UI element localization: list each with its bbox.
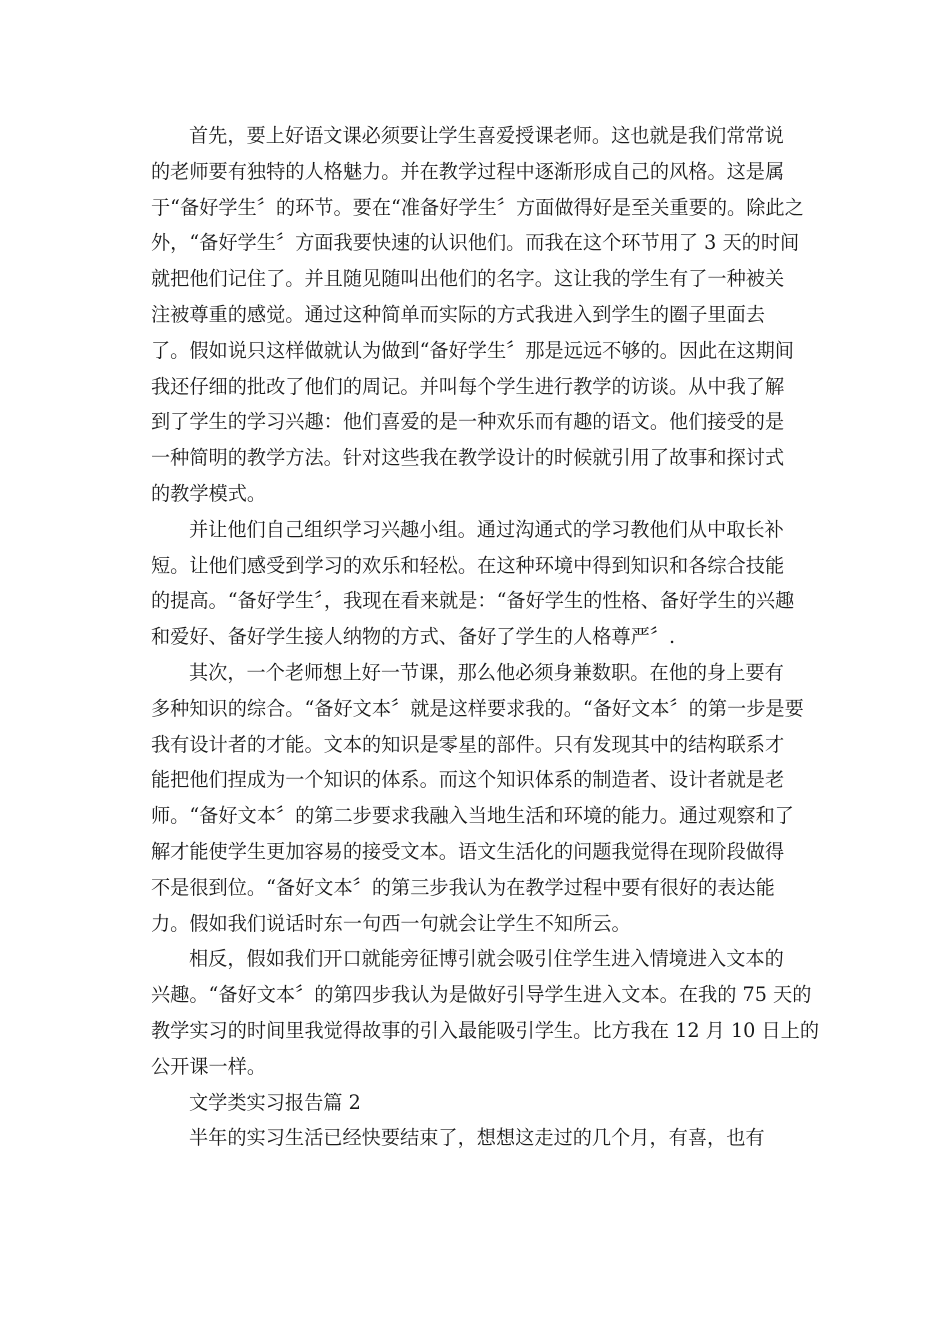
text-line: 不是很到位。“备好文本〞的第三步我认为在教学过程中要有很好的表达能 — [151, 875, 775, 899]
text-line: 教学实习的时间里我觉得故事的引入最能吸引学生。比方我在 12 月 10 日上的 — [151, 1018, 820, 1042]
text-line: 首先，要上好语文课必须要让学生喜爱授课老师。这也就是我们常常说 — [189, 124, 784, 147]
text-line: 力。假如我们说话时东一句西一句就会让学生不知所云。 — [151, 911, 631, 935]
text-line: 外，“备好学生〞方面我要快速的认识他们。而我在这个环节用了 3 天的时间 — [151, 231, 800, 255]
text-line: 的教学模式。 — [151, 481, 267, 505]
text-line: 相反，假如我们开口就能旁征博引就会吸引住学生进入情境进入文本的 — [189, 947, 784, 971]
text-line: 和爱好、备好学生接人纳物的方式、备好了学生的人格尊严〞. — [151, 625, 676, 649]
text-line: 文学类实习报告篇 2 — [189, 1090, 361, 1114]
text-line: 解才能使学生更加容易的接受文本。语文生活化的问题我觉得在现阶段做得 — [151, 839, 785, 863]
text-line: 能把他们捏成为一个知识的体系。而这个知识体系的制造者、设计者就是老 — [151, 768, 785, 792]
text-line: 其次，一个老师想上好一节课，那么他必须身兼数职。在他的身上要有 — [189, 660, 784, 684]
text-line: 了。假如说只这样做就认为做到“备好学生〞那是远远不够的。因此在这期间 — [151, 338, 794, 362]
text-line: 到了学生的学习兴趣：他们喜爱的是一种欢乐而有趣的语文。他们接受的是 — [151, 410, 785, 434]
text-line: 的提高。“备好学生〞，我现在看来就是：“备好学生的性格、备好学生的兴趣 — [151, 589, 795, 613]
text-line: 我有设计者的才能。文本的知识是零星的部件。只有发现其中的结构联系才 — [151, 732, 785, 756]
document-body — [151, 118, 820, 1156]
text-line: 我还仔细的批改了他们的周记。并叫每个学生进行教学的访谈。从中我了解 — [151, 374, 785, 398]
text-line: 注被尊重的感觉。通过这种简单而实际的方式我进入到学生的圈子里面去 — [151, 302, 765, 326]
text-line: 师。“备好文本〞的第二步要求我融入当地生活和环境的能力。通过观察和了 — [151, 804, 794, 828]
text-line: 就把他们记住了。并且随见随叫出他们的名字。这让我的学生有了一种被关 — [151, 267, 785, 291]
text-line: 多种知识的综合。“备好文本〞就是这样要求我的。“备好文本〞的第一步是要 — [151, 696, 804, 720]
text-line: 兴趣。“备好文本〞的第四步我认为是做好引导学生进入文本。在我的 75 天的 — [151, 983, 812, 1007]
text-line: 一种简明的教学方法。针对这些我在教学设计的时候就引用了故事和探讨式 — [151, 446, 785, 470]
text-line: 短。让他们感受到学习的欢乐和轻松。在这种环境中得到知识和各综合技能 — [151, 553, 785, 577]
text-line: 公开课一样。 — [151, 1054, 267, 1078]
text-line: 的老师要有独特的人格魅力。并在教学过程中逐渐形成自己的风格。这是属 — [151, 159, 785, 183]
text-line: 半年的实习生活已经快要结束了，想想这走过的几个月，有喜，也有 — [189, 1126, 765, 1150]
text-line: 于“备好学生〞的环节。要在“准备好学生〞方面做得好是至关重要的。除此之 — [151, 195, 804, 219]
text-line: 并让他们自己组织学习兴趣小组。通过沟通式的学习教他们从中取长补 — [189, 517, 784, 541]
